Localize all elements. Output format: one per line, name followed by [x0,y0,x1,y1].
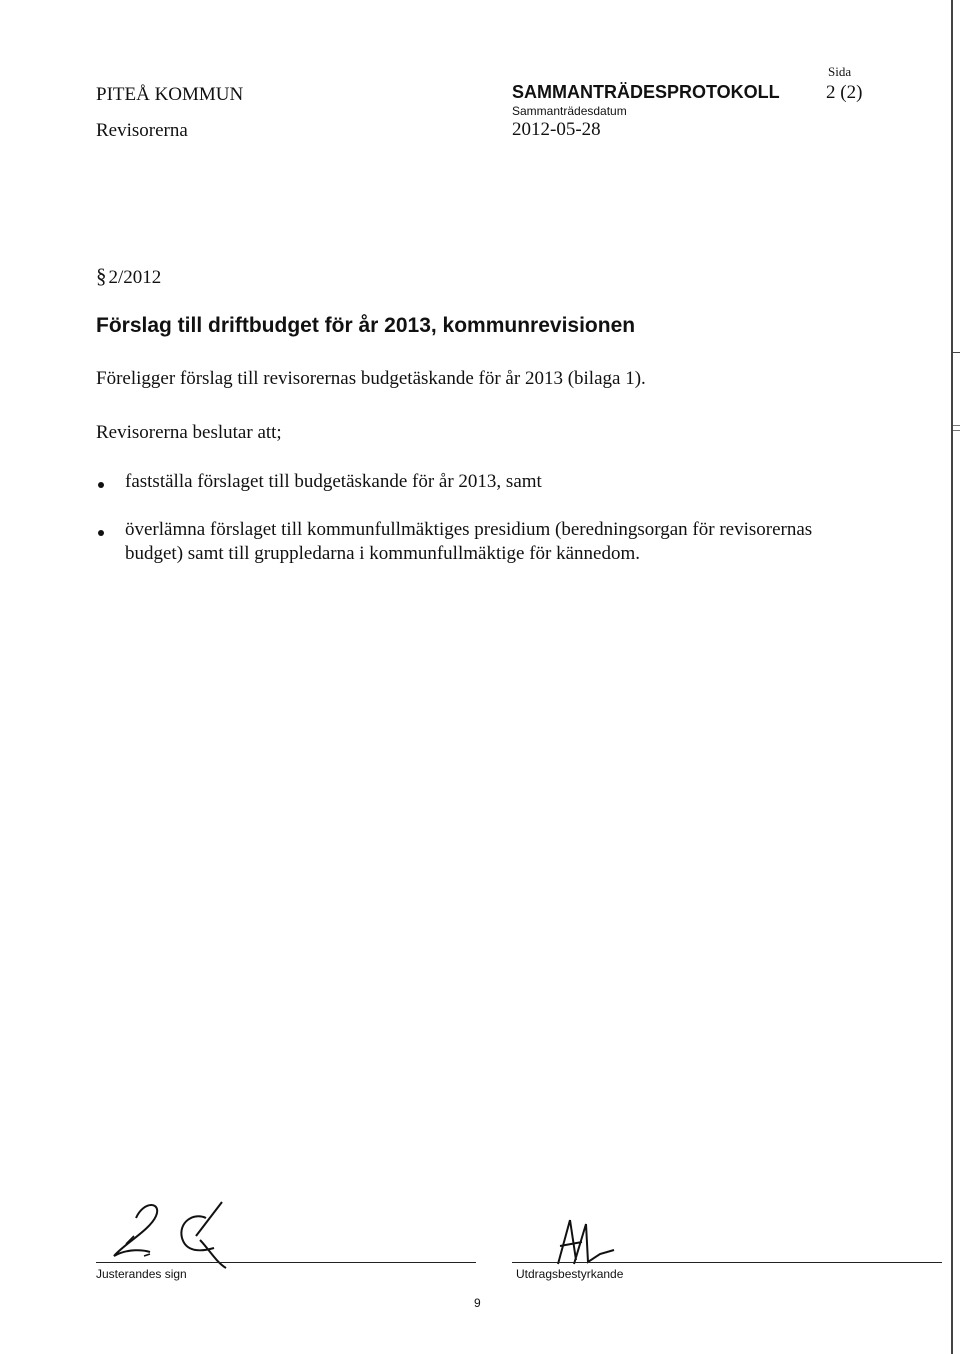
document-type: SAMMANTRÄDESPROTOKOLL [512,82,780,102]
certifier-signature-label: Utdragsbestyrkande [516,1267,624,1281]
signature-line-left [96,1262,476,1263]
organization-name: PITEÅ KOMMUN [96,84,244,105]
decision-item-line: överlämna förslaget till kommunfullmäktiges presidium (beredningsorgan för revisorernas [125,519,813,540]
scan-edge-tick [953,352,960,353]
paragraph-symbol: § [96,264,107,288]
scan-edge-line [951,0,953,1354]
signature-line-right [512,1262,942,1263]
scan-edge-tick [953,430,960,431]
section-title: Förslag till driftbudget för år 2013, kommunrevisionen [96,314,636,337]
section-number [96,264,161,289]
scan-edge-tick [953,425,960,426]
page-label: Sida [828,64,852,79]
bullet-icon [98,530,104,536]
meeting-date: 2012-05-28 [512,119,601,140]
department-name: Revisorerna [96,120,188,141]
decision-item-line: budget) samt till gruppledarna i kommunfullmäktige för kännedom. [125,543,640,564]
decision-item-text [125,518,812,566]
section-number-value: 2/2012 [108,267,162,288]
decision-item-text [125,470,542,494]
justifier-signature-label: Justerandes sign [96,1267,187,1281]
decision-lead: Revisorerna beslutar att; [96,422,282,443]
page-number: 2 (2) [826,82,863,103]
justifier-signature [104,1196,244,1272]
bullet-icon [98,482,104,488]
meeting-date-label: Sammanträdesdatum [512,104,627,118]
decision-item-line: fastställa förslaget till budgetäskande för år 2013, samt [125,471,542,492]
intro-paragraph: Föreligger förslag till revisorernas budgetäskande för år 2013 (bilaga 1). [96,368,646,389]
footer-page-number: 9 [474,1296,481,1310]
